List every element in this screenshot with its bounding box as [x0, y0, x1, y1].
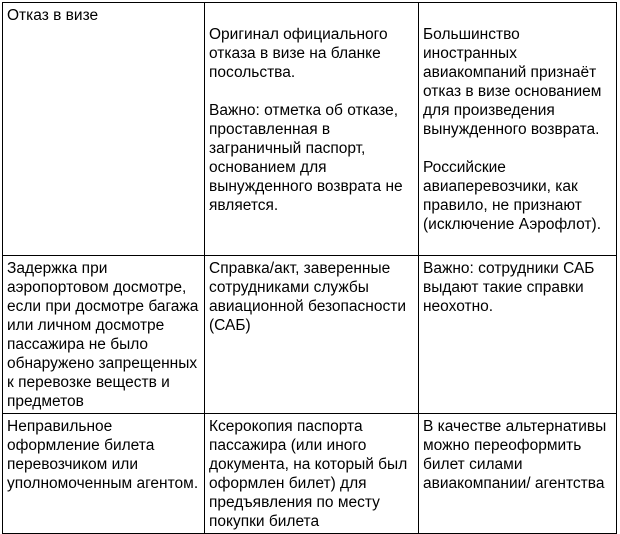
reason-cell: [3, 256, 205, 414]
document-text: Оригинал официального отказа в визе на бланке посольства.: [209, 26, 388, 81]
note-text: Важно: сотрудники САБ выдают такие справки неохотно.: [423, 260, 595, 315]
table-row: [3, 414, 617, 534]
document-important-note: Важно: отметка об отказе, проставленная в заграничный паспорт, основанием для вынужденного возврата не является.: [209, 102, 403, 214]
note-text: В качестве альтернативы можно переоформить билет силами авиакомпании/ агентства: [423, 418, 607, 492]
reason-cell: [3, 414, 205, 534]
document-text: Справка/акт, заверенные сотрудниками службы авиационной безопасности (САБ): [209, 260, 406, 334]
document-cell: [205, 256, 419, 414]
note-cell: [419, 256, 617, 414]
document-cell: [205, 414, 419, 534]
reason-text: Задержка при аэропортовом досмотре, если при досмотре багажа или личном досмотре пассажира не было обнаружено запрещенных к перевозке веществ и предметов: [7, 260, 199, 410]
note-text-secondary: Российские авиаперевозчики, как правило, не признают (исключение Аэрофлот).: [423, 159, 602, 233]
reason-text: Неправильное оформление билета перевозчиком или уполномоченным агентом.: [7, 418, 199, 492]
reason-text: Отказ в визе: [7, 7, 99, 24]
document-text: Ксерокопия паспорта пассажира (или иного документа, на который был оформлен билет) для предъявления по месту покупки билета: [209, 418, 408, 530]
table-row: [3, 256, 617, 414]
document-cell: [205, 3, 419, 256]
document-table: [2, 2, 617, 534]
note-text: Большинство иностранных авиакомпаний признаёт отказ в визе основанием для произведения вынужденного возврата.: [423, 26, 602, 138]
note-cell: [419, 3, 617, 256]
reason-cell: [3, 3, 205, 256]
note-cell: [419, 414, 617, 534]
table-row: [3, 3, 617, 256]
